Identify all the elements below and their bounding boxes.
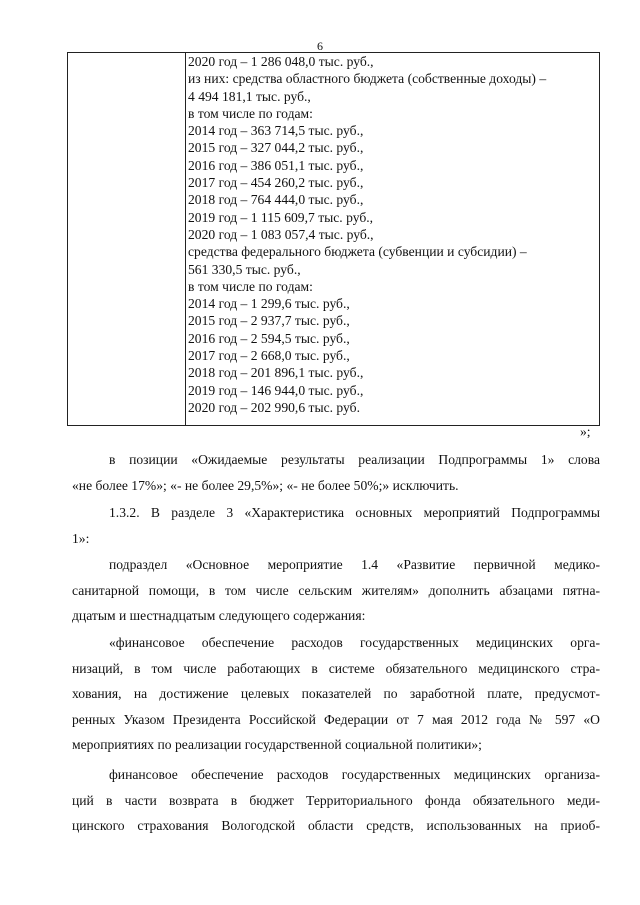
paragraph-line: в позиции «Ожидаемые результаты реализации Подпрограммы 1» слова	[109, 452, 600, 467]
paragraph-line: дцатым и шестнадцатым следующего содержания:	[72, 608, 366, 623]
paragraph-line: мероприятиях по реализации государственной социальной политики»;	[72, 737, 482, 752]
table-line: 2014 год – 1 299,6 тыс. руб.,	[188, 296, 350, 312]
table-line: в том числе по годам:	[188, 278, 313, 294]
paragraph-line: низаций, в том числе работающих в системе обязательного медицинского стра-	[72, 660, 600, 676]
paragraph-line: 1»:	[72, 530, 90, 546]
paragraph-line: ций в части возврата в бюджет Территориального фонда обязательного меди-	[72, 792, 600, 808]
paragraph-line: «не более 17%»; «- не более 29,5%»; «- не более 50%;» исключить.	[72, 477, 459, 493]
table-line: 4 494 181,1 тыс. руб.,	[188, 88, 311, 104]
table-line: 2019 год – 1 115 609,7 тыс. руб.,	[188, 209, 374, 225]
table-closing-quote: »;	[580, 424, 591, 439]
paragraph-line: финансовое обеспечение расходов государственных медицинских организа-	[109, 767, 600, 782]
table-line: 2020 год – 202 990,6 тыс. руб.	[188, 399, 360, 415]
table-line: 2020 год – 1 083 057,4 тыс. руб.,	[188, 226, 374, 242]
paragraph-line: 1.3.2. В разделе 3 «Характеристика основных мероприятий Подпрограммы	[109, 505, 600, 520]
table-line: 2018 год – 764 444,0 тыс. руб.,	[188, 192, 364, 208]
table-line: 2015 год – 2 937,7 тыс. руб.,	[188, 313, 350, 329]
table-line: 2016 год – 2 594,5 тыс. руб.,	[188, 330, 350, 346]
paragraph-financing-refund	[72, 762, 600, 839]
paragraph-line: цинского страхования Вологодской области средств, использованных на приоб-	[72, 818, 600, 833]
table-funding-cell	[188, 53, 595, 416]
table-line: 2016 год – 386 051,1 тыс. руб.,	[188, 157, 364, 173]
paragraph-section-3	[72, 500, 600, 551]
paragraph-line: хования, на достижение целевых показателей по заработной плате, предусмот-	[72, 686, 600, 701]
table-line: 2018 год – 201 896,1 тыс. руб.,	[188, 365, 364, 381]
paragraph-expected-results	[72, 447, 600, 498]
paragraph-financing-salaries	[72, 630, 600, 758]
table-line: 2017 год – 2 668,0 тыс. руб.,	[188, 348, 350, 364]
budget-table	[67, 52, 600, 426]
table-line: 2015 год – 327 044,2 тыс. руб.,	[188, 140, 364, 156]
page-number: 6	[317, 39, 323, 53]
table-line: 561 330,5 тыс. руб.,	[188, 261, 301, 277]
paragraph-line: санитарной помощи, в том числе сельским жителям» дополнить абзацами пятна-	[72, 582, 600, 598]
table-line: 2019 год – 146 944,0 тыс. руб.,	[188, 382, 364, 398]
table-line: из них: средства областного бюджета (собственные доходы) –	[188, 71, 547, 87]
paragraph-line: подраздел «Основное мероприятие 1.4 «Развитие первичной медико-	[109, 557, 600, 572]
paragraph-line: «финансовое обеспечение расходов государственных медицинских орга-	[109, 635, 600, 650]
table-line: 2017 год – 454 260,2 тыс. руб.,	[188, 175, 364, 191]
table-line: в том числе по годам:	[188, 105, 313, 121]
table-line: 2014 год – 363 714,5 тыс. руб.,	[188, 123, 364, 139]
table-line: средства федерального бюджета (субвенции и субсидии) –	[188, 244, 527, 260]
table-line: 2020 год – 1 286 048,0 тыс. руб.,	[188, 54, 374, 69]
table-column-divider	[185, 53, 186, 425]
paragraph-line: ренных Указом Президента Российской Федерации от 7 мая 2012 года № 597 «О	[72, 711, 600, 727]
paragraph-subsection-1-4	[72, 552, 600, 629]
